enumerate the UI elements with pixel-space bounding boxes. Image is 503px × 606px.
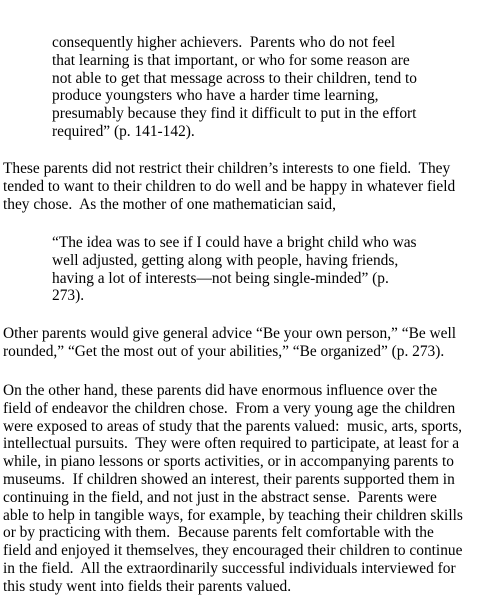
paragraph-line: were exposed to areas of study that the parents valued: music, arts, sports, [3,417,463,435]
paragraph-line: they chose. As the mother of one mathematician said, [3,195,336,213]
paragraph-influence [3,382,463,596]
paragraph-general-advice [3,325,456,361]
paragraph-line: intellectual pursuits. They were often required to participate, at least for a [3,435,460,453]
paragraph-line: this study went into fields their parents valued. [3,577,292,595]
block-quote-mother [52,234,417,305]
quote-line: produce youngsters who have a harder time learning, [52,87,379,105]
paragraph-line: field and enjoyed it themselves, they encouraged their children to continue [3,542,463,560]
quote-line: well adjusted, getting along with people, having friends, [52,251,399,269]
paragraph-line: tended to want to their children to do well and be happy in whatever field [3,177,456,195]
quote-line: having a lot of interests—not being single-minded” (p. [52,269,389,287]
paragraph-line: On the other hand, these parents did have enormous influence over the [3,382,438,399]
quote-line: “The idea was to see if I could have a bright child who was [52,234,417,251]
paragraph-line: or by practicing with them. Because parents felt comfortable with the [3,524,434,542]
paragraph-line: while, in piano lessons or sports activities, or in accompanying parents to [3,453,454,471]
paragraph-line: able to help in tangible ways, for example, by teaching their children skills [3,506,463,524]
paragraph-line: rounded,” “Get the most out of your abilities,” “Be organized” (p. 273). [3,342,445,360]
quote-line: that learning is that important, or who for some reason are [52,51,410,69]
paragraph-line: field of endeavor the children chose. From a very young age the children [3,399,456,417]
paragraph-interests [3,160,455,213]
paragraph-line: in the field. All the extraordinarily successful individuals interviewed for [3,559,456,577]
quote-line: consequently higher achievers. Parents who do not feel [52,34,396,51]
paragraph-line: museums. If children showed an interest, their parents supported them in [3,470,455,488]
quote-line: presumably because they find it difficult to put in the effort [52,105,417,123]
quote-line: 273). [52,287,85,305]
quote-line: not able to get that message across to their children, tend to [52,69,417,87]
paragraph-line: These parents did not restrict their children’s interests to one field. They [3,160,451,177]
paragraph-line: continuing in the field, and not just in the abstract sense. Parents were [3,488,437,506]
paragraph-line: Other parents would give general advice “Be your own person,” “Be well [3,325,457,342]
quote-line: required” (p. 141-142). [52,122,195,140]
block-quote-learning [52,34,417,141]
